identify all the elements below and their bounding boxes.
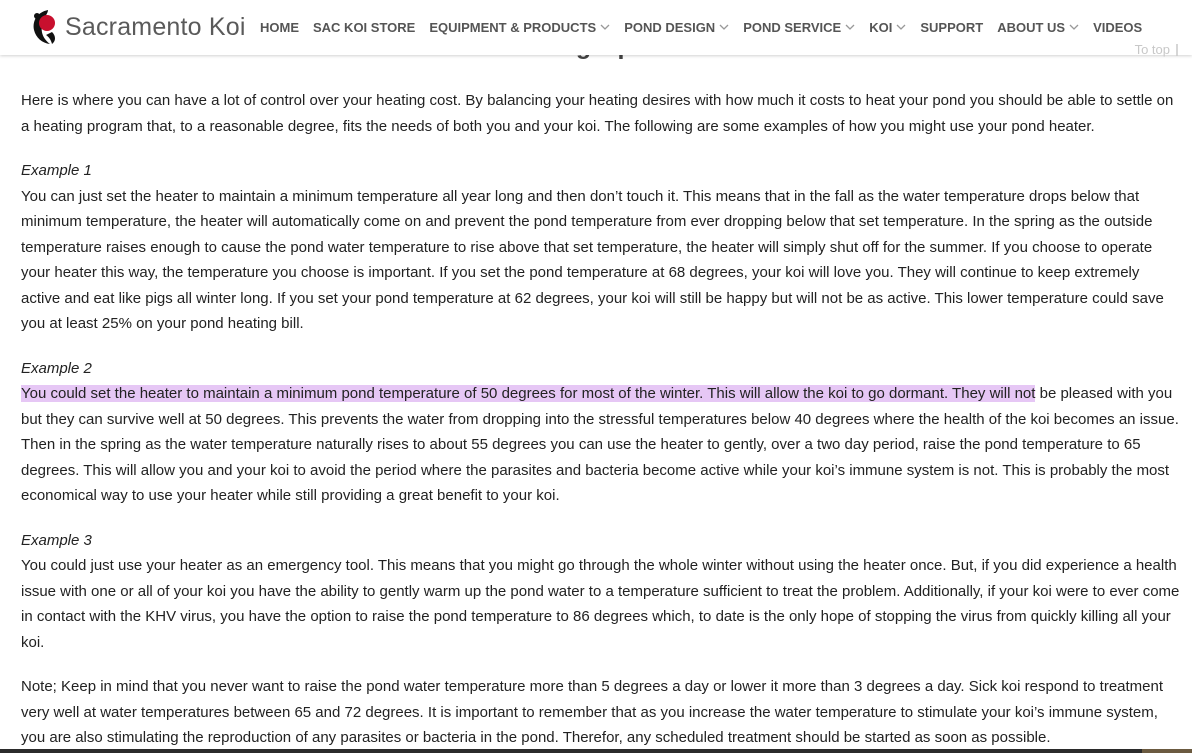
bottom-bar (0, 749, 1192, 753)
logo[interactable] (30, 8, 246, 46)
nav-pond-design-label: POND DESIGN (624, 20, 716, 35)
chevron-down-icon (896, 24, 906, 31)
nav-home[interactable] (260, 20, 299, 35)
site-header (0, 0, 1192, 55)
example-1 (21, 158, 1181, 337)
example-1-text: You can just set the heater to maintain a minimum temperature all year long and then don’t touch it. This means that in the fall as the water temperature drops below that minimum temperature, the heater will automatically come on and prevent the pond temperature from ever dropping below that set temperature. In the spring as the outside temperature raises enough to cause the pond water temperature to rise above that set temperature, the heater will simply shut off for the summer. If you choose to operate your heater this way, the temperature you choose is important. If you set the pond temperature at 68 degrees, your koi will love you. They will continue to keep extremely active and eat like pigs all winter long. If you set your pond temperature at 62 degrees, your koi will still be happy but will not be as active. This lower temperature could save you at least 25% on your pond heating bill. (21, 187, 1164, 332)
example-2 (21, 356, 1181, 509)
example-3-text: You could just use your heater as an emergency tool. This means that you might go through the whole winter without using the heater once. But, if you did experience a health issue with one or all of your koi you have the ability to gently warm up the pond water to a temperature sufficient to treat the problem. Additionally, if your koi were to ever come in contact with the KHV virus, you have the option to raise the pond temperature to 86 degrees which, to date is the only hope of stopping the virus from quickly killing all your koi. (21, 557, 1180, 651)
nav-equipment-products-label: EQUIPMENT & PRODUCTS (429, 20, 597, 35)
nav-koi-label: KOI (869, 20, 893, 35)
note-paragraph: Note; Keep in mind that you never want to raise the pond water temperature more than 5 degrees a day or lower it more than 3 degrees a day. Sick koi respond to treatment very well at water temperatures between 65 and 72 degrees. It is important to remember that as you increase the water temperature to stimulate your koi’s immune system, you are also stimulating the reproduction of any parasites or bacteria in the pond. Therefor, any scheduled treatment should be started as soon as possible. (21, 678, 1164, 746)
nav-videos[interactable] (1093, 20, 1142, 35)
article-content (21, 88, 1181, 753)
nav-pond-service[interactable] (743, 20, 855, 35)
nav-sac-koi-store[interactable] (313, 20, 415, 35)
nav-videos-label: VIDEOS (1093, 20, 1143, 35)
selected-text-highlight: You could set the heater to maintain a minimum pond temperature of 50 degrees for most of the winter. This will allow the koi to go dormant. They will not (21, 385, 1036, 402)
main-nav (260, 0, 1156, 55)
chevron-down-icon (719, 24, 729, 31)
nav-about-us[interactable] (997, 20, 1079, 35)
logo-text: Sacramento Koi (65, 12, 246, 41)
to-top-label: To top (1134, 42, 1170, 57)
chevron-down-icon (845, 24, 855, 31)
nav-support-label: SUPPORT (920, 20, 984, 35)
example-2-text: be pleased with you but they can survive well at 50 degrees. This prevents the water from dropping into the stressful temperatures below 40 degrees where the health of the koi becomes an issue. Then in the spring as the water temperature naturally rises to about 55 degrees you can use the heater to gently, over a two day period, raise the pond temperature to 65 degrees. This will allow you and your koi to avoid the period where the parasites and bacteria become active while your koi’s immune system is not. This is probably the most economical way to use your heater while still providing a great benefit to your koi. (21, 385, 1179, 504)
chevron-down-icon (1069, 24, 1079, 31)
nav-home-label: HOME (260, 20, 299, 35)
chevron-down-icon (600, 24, 610, 31)
bottom-bar-accent (1142, 749, 1192, 753)
to-top-link[interactable] (1135, 42, 1180, 57)
arrow-up-icon (1174, 43, 1180, 57)
nav-pond-service-label: POND SERVICE (743, 20, 842, 35)
example-3 (21, 528, 1181, 656)
nav-equipment-products[interactable] (429, 20, 610, 35)
intro-paragraph: Here is where you can have a lot of control over your heating cost. By balancing your heating desires with how much it costs to heat your pond you should be able to settle on a heating program that, to a reasonable degree, fits the needs of both you and your koi. The following are some examples of how you might use your pond heater. (21, 92, 1174, 135)
nav-pond-design[interactable] (624, 20, 729, 35)
nav-support[interactable] (920, 20, 983, 35)
example-3-label: Example 3 (21, 531, 92, 549)
example-2-label: Example 2 (21, 359, 92, 377)
koi-logo-icon (30, 8, 60, 46)
nav-koi[interactable] (869, 20, 906, 35)
nav-about-us-label: ABOUT US (997, 20, 1066, 35)
nav-sac-koi-store-label: SAC KOI STORE (313, 20, 416, 35)
example-1-label: Example 1 (21, 162, 92, 179)
